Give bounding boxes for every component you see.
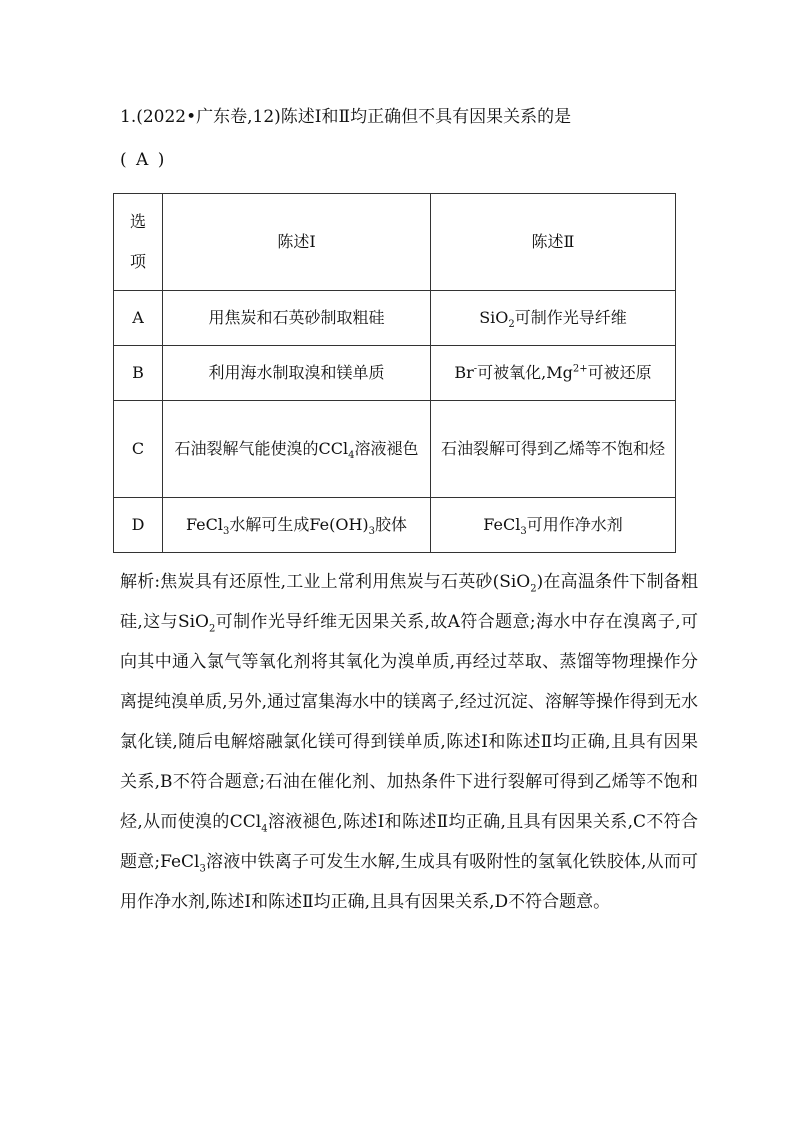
header-statement-2: 陈述Ⅱ (431, 194, 676, 291)
row-option: B (114, 346, 163, 401)
header-statement-1: 陈述Ⅰ (163, 194, 431, 291)
row-statement-1: 石油裂解气能使溴的CCl$_4$溶液褪色 (163, 401, 431, 498)
question-text: 1.(2022•广东卷,12)陈述Ⅰ和Ⅱ均正确但不具有因果关系的是 (120, 107, 572, 127)
row-statement-2: Br-可被氧化$,Mg^{2+}$可被还原 (431, 346, 676, 401)
row-statement-2: FeCl$_3$可用作净水剂 (431, 498, 676, 553)
header-option (114, 194, 163, 291)
row-option: C (114, 401, 163, 498)
table-row (114, 346, 676, 401)
row-option: D (114, 498, 163, 553)
analysis-text: 解析:焦炭具有还原性,工业上常利用焦炭与石英砂(SiO$_2$)在高温条件下制备粗硅,这与SiO$_2$可制作光导纤维无因果关系,故A符合题意;海水中存在溴离子,可向其中通入氯气等氧化剂将其氧化为溴单质,再经过萃取、蒸馏等物理操作分离提纯溴单质,另外,通过富集海水中的镁离子,经过沉淀、溶解等操作得到无水氯化镁,随后电解熔融氯化镁可得到镁单质,陈述Ⅰ和陈述Ⅱ均正确,且具有因果关系,B不符合题意;石油在催化剂、加热条件下进行裂解可得到乙烯等不饱和烃,从而使溴的CCl$_4$溶液褪色,陈述Ⅰ和陈述Ⅱ均正确,且具有因果关系,C不符合题意;FeCl$_3$溶液中铁离子可发生水解,生成具有吸附性的氢氧化铁胶体,从而可用作净水剂,陈述Ⅰ和陈述Ⅱ均正确,且具有因果关系,D不符合题意。 (120, 572, 698, 912)
row-statement-1: 用焦炭和石英砂制取粗硅 (163, 291, 431, 346)
row-statement-1: FeCl$_3$水解可生成$Fe(OH)_3$胶体 (163, 498, 431, 553)
table-header-row (114, 194, 676, 291)
table-row (114, 498, 676, 553)
header-option-line1: 选 (129, 212, 146, 231)
row-option: A (114, 291, 163, 346)
row-statement-1: 利用海水制取溴和镁单质 (163, 346, 431, 401)
row-statement-2: 石油裂解可得到乙烯等不饱和烃 (431, 401, 676, 498)
row-statement-2: SiO$_2$可制作光导纤维 (431, 291, 676, 346)
answer-choice: ( A ) (120, 150, 167, 170)
header-option-line2: 项 (129, 252, 146, 271)
statement-table (113, 193, 676, 553)
table-row (114, 291, 676, 346)
table-row (114, 401, 676, 498)
